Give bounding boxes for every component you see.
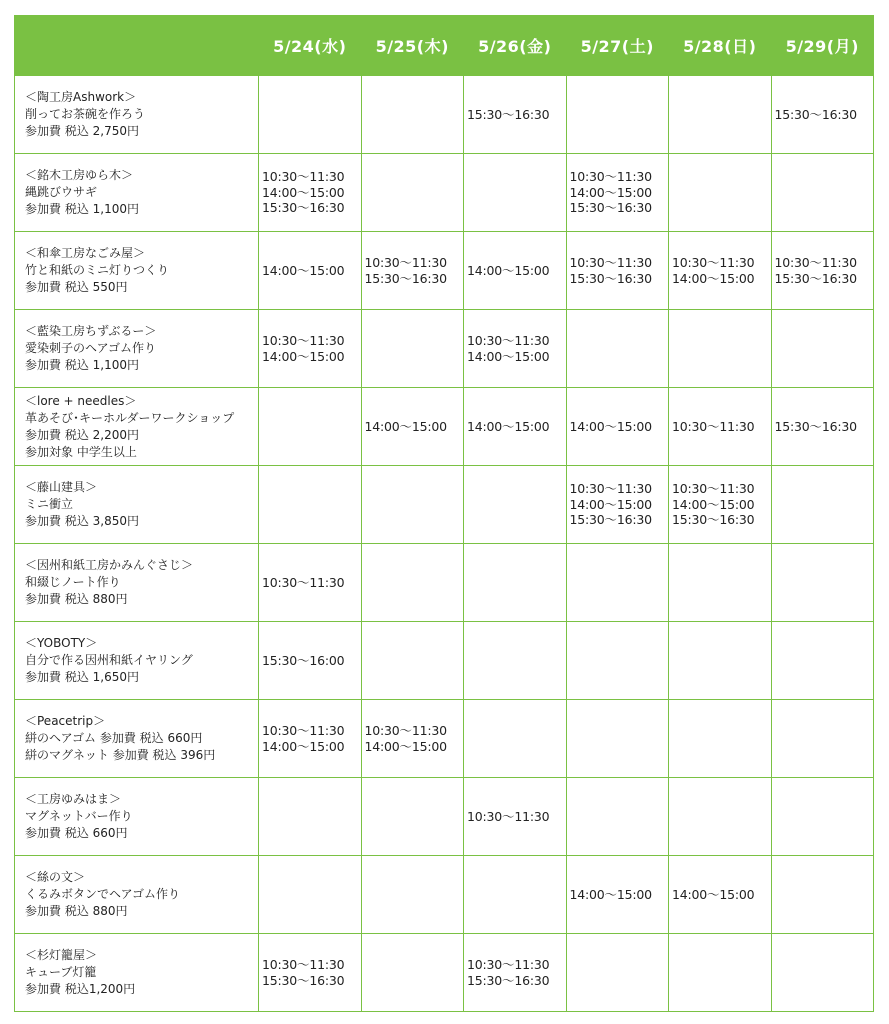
time-slot: 14:00～15:00 [569, 496, 652, 512]
time-slot: 14:00～15:00 [569, 418, 652, 434]
time-slot: 14:00～15:00 [569, 886, 652, 902]
time-slot: 15:30～16:30 [774, 106, 857, 122]
header-day: 5/24(水) [259, 16, 362, 76]
time-slot-cell [464, 232, 567, 310]
workshop-vendor-name: ＜YOBOTY＞ [25, 636, 98, 650]
workshop-detail-line: 参加費 税込 880円 [25, 904, 128, 918]
time-slot: 14:00～15:00 [467, 348, 550, 364]
time-slot: 15:30～16:30 [774, 270, 857, 286]
workshop-info-cell [15, 622, 259, 700]
time-slot-cell [361, 310, 464, 388]
table-row [15, 622, 874, 700]
time-slot-cell [259, 856, 362, 934]
workshop-detail-line: 参加対象 中学生以上 [25, 444, 137, 459]
table-row [15, 700, 874, 778]
time-slot-cell [669, 700, 772, 778]
time-slot: 15:30～16:30 [569, 200, 652, 216]
time-slot-cell [566, 544, 669, 622]
time-slot-cell [464, 934, 567, 1012]
time-slot: 10:30～11:30 [262, 957, 345, 972]
table-row [15, 778, 874, 856]
workshop-detail-line: 愛染刺子のヘアゴム作り [25, 341, 157, 355]
time-slot-cell [464, 544, 567, 622]
time-slot: 14:00～15:00 [672, 270, 755, 286]
time-slot-cell [566, 310, 669, 388]
time-slot-cell [259, 934, 362, 1012]
workshop-info-cell [15, 154, 259, 232]
time-slot: 10:30～11:30 [262, 723, 345, 738]
header-day: 5/29(月) [771, 16, 874, 76]
time-slot-cell [669, 388, 772, 466]
time-slot-cell [771, 856, 874, 934]
time-slot-cell [669, 934, 772, 1012]
time-slot: 10:30～11:30 [262, 574, 345, 590]
time-slot-cell [259, 466, 362, 544]
time-slot: 10:30～11:30 [262, 333, 345, 348]
time-slot: 14:00～15:00 [467, 418, 550, 434]
time-slot-cell [464, 388, 567, 466]
workshop-info-cell [15, 856, 259, 934]
workshop-info-cell [15, 700, 259, 778]
time-slot: 14:00～15:00 [262, 184, 345, 200]
workshop-vendor-name: ＜藤山建具＞ [25, 480, 98, 494]
time-slot: 14:00～15:00 [262, 738, 345, 754]
table-row [15, 934, 874, 1012]
header-day: 5/26(金) [464, 16, 567, 76]
workshop-detail-line: 参加費 税込 550円 [25, 280, 128, 294]
workshop-detail-line: キューブ灯籠 [25, 965, 97, 979]
time-slot-cell [259, 544, 362, 622]
time-slot-cell [669, 310, 772, 388]
workshop-info-cell [15, 778, 259, 856]
time-slot-cell [771, 232, 874, 310]
time-slot-cell [771, 310, 874, 388]
time-slot-cell [771, 154, 874, 232]
time-slot: 15:30～16:30 [774, 418, 857, 434]
table-row [15, 544, 874, 622]
time-slot: 15:30～16:30 [672, 512, 755, 528]
time-slot-cell [464, 856, 567, 934]
workshop-detail-line: 縄跳びウサギ [25, 185, 98, 199]
time-slot-cell [771, 466, 874, 544]
workshop-detail-line: 革あそび･キーホルダーワークショップ [25, 410, 235, 425]
time-slot-cell [669, 622, 772, 700]
time-slot: 10:30～11:30 [672, 481, 755, 497]
table-row [15, 154, 874, 232]
time-slot-cell [464, 76, 567, 154]
time-slot: 14:00～15:00 [364, 738, 447, 754]
time-slot-cell [566, 466, 669, 544]
time-slot: 14:00～15:00 [672, 496, 755, 512]
workshop-detail-line: 参加費 税込 2,200円 [25, 427, 139, 442]
time-slot-cell [669, 544, 772, 622]
time-slot: 10:30～11:30 [467, 957, 550, 972]
workshop-detail-line: 参加費 税込 2,750円 [25, 124, 139, 138]
workshop-detail-line: 自分で作る因州和紙イヤリング [25, 653, 193, 667]
time-slot-cell [361, 622, 464, 700]
time-slot-cell [464, 622, 567, 700]
time-slot-cell [259, 310, 362, 388]
time-slot-cell [566, 622, 669, 700]
time-slot: 14:00～15:00 [364, 418, 447, 434]
time-slot-cell [259, 622, 362, 700]
time-slot-cell [669, 778, 772, 856]
time-slot: 10:30～11:30 [364, 255, 447, 270]
time-slot: 15:30～16:00 [262, 652, 345, 668]
time-slot: 10:30～11:30 [569, 255, 652, 270]
time-slot: 15:30～16:30 [467, 972, 550, 988]
header-day: 5/28(日) [669, 16, 772, 76]
time-slot-cell [566, 778, 669, 856]
time-slot-cell [464, 154, 567, 232]
time-slot: 10:30～11:30 [569, 481, 652, 497]
time-slot-cell [771, 544, 874, 622]
time-slot: 10:30～11:30 [467, 333, 550, 348]
time-slot-cell [464, 778, 567, 856]
header-day: 5/27(土) [566, 16, 669, 76]
workshop-info-cell [15, 388, 259, 466]
workshop-detail-line: 和綴じノート作り [25, 575, 121, 589]
workshop-detail-line: 参加費 税込 660円 [25, 826, 128, 840]
time-slot: 10:30～11:30 [262, 169, 345, 185]
time-slot: 14:00～15:00 [569, 184, 652, 200]
time-slot-cell [669, 856, 772, 934]
time-slot: 10:30～11:30 [569, 169, 652, 185]
time-slot-cell [259, 232, 362, 310]
workshop-detail-line: 絣のヘアゴム 参加費 税込 660円 [25, 731, 203, 745]
workshop-detail-line: 削ってお茶碗を作ろう [25, 107, 146, 121]
table-row [15, 76, 874, 154]
time-slot-cell [361, 544, 464, 622]
time-slot-cell [771, 934, 874, 1012]
time-slot-cell [259, 388, 362, 466]
workshop-vendor-name: ＜銘木工房ゆら木＞ [25, 168, 134, 182]
workshop-detail-line: ミニ衝立 [25, 497, 74, 511]
time-slot-cell [771, 76, 874, 154]
workshop-info-cell [15, 76, 259, 154]
time-slot: 15:30～16:30 [364, 270, 447, 286]
workshop-detail-line: 参加費 税込 1,100円 [25, 202, 139, 216]
time-slot: 15:30～16:30 [569, 270, 652, 286]
workshop-info-cell [15, 934, 259, 1012]
time-slot-cell [771, 700, 874, 778]
workshop-vendor-name: ＜絲の文＞ [25, 870, 86, 884]
workshop-detail-line: 参加費 税込 880円 [25, 592, 128, 606]
workshop-info-cell [15, 544, 259, 622]
time-slot: 10:30～11:30 [467, 808, 550, 824]
time-slot-cell [361, 232, 464, 310]
workshop-vendor-name: ＜工房ゆみはま＞ [25, 792, 122, 806]
workshop-info-cell [15, 310, 259, 388]
workshop-vendor-name: ＜Peacetrip＞ [25, 714, 106, 728]
workshop-detail-line: 参加費 税込1,200円 [25, 982, 136, 996]
time-slot-cell [361, 700, 464, 778]
time-slot-cell [669, 154, 772, 232]
time-slot-cell [361, 856, 464, 934]
header-day: 5/25(木) [361, 16, 464, 76]
workshop-vendor-name: ＜杉灯籠屋＞ [25, 948, 98, 962]
workshop-detail-line: 参加費 税込 1,100円 [25, 358, 139, 372]
workshop-vendor-name: ＜陶工房Ashwork＞ [25, 90, 137, 104]
time-slot-cell [771, 388, 874, 466]
time-slot-cell [566, 154, 669, 232]
time-slot-cell [669, 76, 772, 154]
time-slot-cell [361, 154, 464, 232]
time-slot: 14:00～15:00 [262, 262, 345, 278]
time-slot-cell [464, 466, 567, 544]
time-slot-cell [771, 622, 874, 700]
time-slot: 10:30～11:30 [672, 255, 755, 270]
time-slot-cell [259, 700, 362, 778]
time-slot: 14:00～15:00 [672, 886, 755, 902]
table-row [15, 232, 874, 310]
workshop-info-cell [15, 466, 259, 544]
workshop-detail-line: 参加費 税込 1,650円 [25, 670, 139, 684]
time-slot-cell [566, 934, 669, 1012]
time-slot-cell [259, 154, 362, 232]
time-slot-cell [464, 310, 567, 388]
time-slot: 14:00～15:00 [467, 262, 550, 278]
schedule-body [15, 76, 874, 1012]
time-slot-cell [669, 232, 772, 310]
table-row [15, 310, 874, 388]
time-slot: 10:30～11:30 [774, 255, 857, 270]
workshop-vendor-name: ＜因州和紙工房かみんぐさじ＞ [25, 558, 194, 572]
workshop-vendor-name: ＜和傘工房なごみ屋＞ [25, 246, 146, 260]
workshop-vendor-name: ＜lore + needles＞ [25, 393, 137, 408]
time-slot-cell [361, 934, 464, 1012]
workshop-detail-line: 参加費 税込 3,850円 [25, 514, 139, 528]
workshop-detail-line: くるみボタンでヘアゴム作り [25, 887, 181, 901]
time-slot-cell [361, 76, 464, 154]
time-slot: 15:30～16:30 [262, 972, 345, 988]
time-slot: 14:00～15:00 [262, 348, 345, 364]
time-slot-cell [771, 778, 874, 856]
table-row [15, 466, 874, 544]
time-slot: 15:30～16:30 [467, 106, 550, 122]
workshop-schedule-table [14, 15, 874, 1012]
time-slot-cell [259, 778, 362, 856]
time-slot-cell [566, 76, 669, 154]
time-slot-cell [566, 856, 669, 934]
workshop-detail-line: 竹と和紙のミニ灯りつくり [25, 263, 170, 277]
time-slot-cell [566, 700, 669, 778]
time-slot-cell [464, 700, 567, 778]
time-slot-cell [566, 388, 669, 466]
time-slot-cell [361, 466, 464, 544]
time-slot-cell [669, 466, 772, 544]
time-slot: 10:30～11:30 [364, 723, 447, 738]
time-slot-cell [361, 778, 464, 856]
workshop-vendor-name: ＜藍染工房ちずぶるー＞ [25, 324, 157, 338]
time-slot-cell [361, 388, 464, 466]
header-corner [15, 16, 259, 76]
time-slot-cell [259, 76, 362, 154]
time-slot-cell [566, 232, 669, 310]
workshop-info-cell [15, 232, 259, 310]
time-slot: 15:30～16:30 [569, 512, 652, 528]
header-row [15, 16, 874, 76]
workshop-detail-line: 絣のマグネット 参加費 税込 396円 [25, 748, 216, 762]
time-slot: 10:30～11:30 [672, 418, 755, 434]
workshop-detail-line: マグネットバー作り [25, 809, 133, 823]
table-row [15, 856, 874, 934]
time-slot: 15:30～16:30 [262, 200, 345, 216]
table-row [15, 388, 874, 466]
